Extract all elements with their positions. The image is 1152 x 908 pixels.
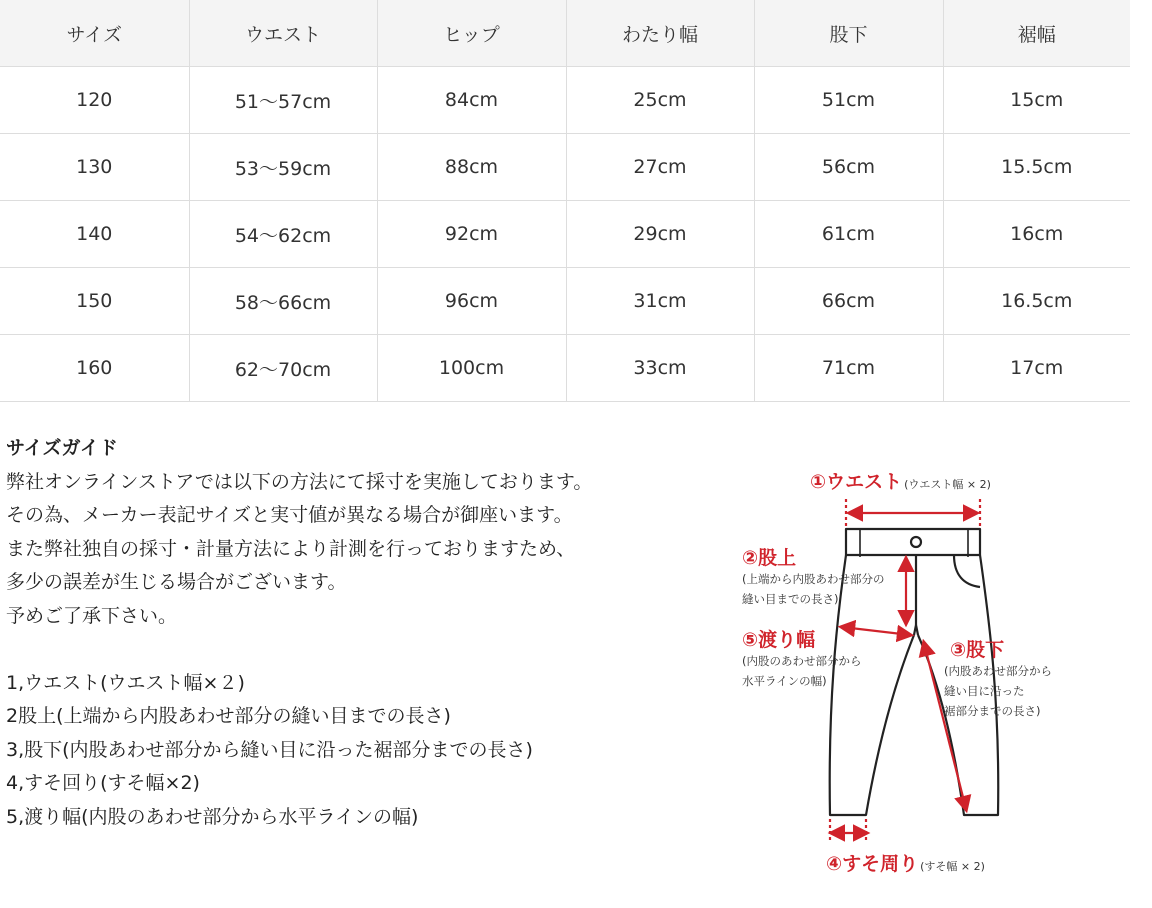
table-cell: 17cm bbox=[943, 335, 1130, 402]
table-row bbox=[0, 67, 1130, 134]
table-row bbox=[0, 268, 1130, 335]
measurement-item: 1,ウエスト(ウエスト幅×２) bbox=[6, 671, 245, 694]
table-cell: 100cm bbox=[377, 335, 566, 402]
guide-line: 多少の誤差が生じる場合がございます。 bbox=[6, 571, 347, 593]
waist-label: ①ウエスト (ウエスト幅 × 2) bbox=[810, 471, 991, 493]
size-table bbox=[0, 0, 1130, 402]
table-cell: 56cm bbox=[754, 134, 943, 201]
table-cell: 15.5cm bbox=[943, 134, 1130, 201]
size-guide bbox=[6, 432, 706, 834]
table-cell: 88cm bbox=[377, 134, 566, 201]
inseam-label: ③股下 bbox=[950, 639, 1005, 661]
table-cell: 51～57cm bbox=[189, 67, 377, 134]
table-cell: 140 bbox=[0, 201, 189, 268]
guide-line: 予めご了承下さい。 bbox=[6, 604, 178, 627]
table-cell: 160 bbox=[0, 335, 189, 402]
table-cell: 15cm bbox=[943, 67, 1130, 134]
table-cell: 120 bbox=[0, 67, 189, 134]
table-cell: 96cm bbox=[377, 268, 566, 335]
header-hem-width: 裾幅 bbox=[943, 0, 1130, 67]
measurement-item: 5,渡り幅(内股のあわせ部分から水平ラインの幅) bbox=[6, 805, 419, 828]
header-waist: ウエスト bbox=[189, 0, 377, 67]
header-size: サイズ bbox=[0, 0, 189, 67]
table-cell: 61cm bbox=[754, 201, 943, 268]
guide-line: 弊社オンラインストアでは以下の方法にて採寸を実施しております。 bbox=[6, 470, 593, 493]
inseam-note: (内股あわせ部分から 縫い目に沿った 裾部分までの長さ) bbox=[944, 664, 1052, 718]
table-cell: 92cm bbox=[377, 201, 566, 268]
size-guide-heading: サイズガイド bbox=[6, 437, 118, 459]
table-cell: 58～66cm bbox=[189, 268, 377, 335]
guide-line: また弊社独自の採寸・計量方法により計測を行っておりますため、 bbox=[6, 537, 576, 560]
table-cell: 25cm bbox=[566, 67, 754, 134]
rise-note: (上端から内股あわせ部分の 縫い目までの長さ) bbox=[742, 572, 885, 606]
thigh-note: (内股のあわせ部分から 水平ラインの幅) bbox=[742, 654, 862, 688]
table-cell: 71cm bbox=[754, 335, 943, 402]
pants-measurement-diagram bbox=[718, 455, 1138, 885]
measurement-item: 2股上(上端から内股あわせ部分の縫い目までの長さ) bbox=[6, 705, 451, 727]
table-cell: 16cm bbox=[943, 201, 1130, 268]
rise-label: ②股上 bbox=[742, 547, 797, 569]
table-cell: 150 bbox=[0, 268, 189, 335]
table-cell: 33cm bbox=[566, 335, 754, 402]
table-cell: 31cm bbox=[566, 268, 754, 335]
hem-label: ④すそ周り (すそ幅 × 2) bbox=[826, 853, 985, 875]
table-row bbox=[0, 134, 1130, 201]
table-cell: 84cm bbox=[377, 67, 566, 134]
guide-line: その為、メーカー表記サイズと実寸値が異なる場合が御座います。 bbox=[6, 504, 573, 526]
measurement-item: 4,すそ回り(すそ幅×2) bbox=[6, 772, 200, 794]
measurement-item: 3,股下(内股あわせ部分から縫い目に沿った裾部分までの長さ) bbox=[6, 738, 533, 761]
thigh-label: ⑤渡り幅 bbox=[742, 629, 816, 651]
table-cell: 51cm bbox=[754, 67, 943, 134]
table-cell: 54～62cm bbox=[189, 201, 377, 268]
table-cell: 66cm bbox=[754, 268, 943, 335]
table-cell: 16.5cm bbox=[943, 268, 1130, 335]
table-row bbox=[0, 335, 1130, 402]
table-cell: 53～59cm bbox=[189, 134, 377, 201]
table-cell: 62～70cm bbox=[189, 335, 377, 402]
table-row bbox=[0, 201, 1130, 268]
header-hip: ヒップ bbox=[377, 0, 566, 67]
table-cell: 130 bbox=[0, 134, 189, 201]
table-cell: 27cm bbox=[566, 134, 754, 201]
table-cell: 29cm bbox=[566, 201, 754, 268]
header-thigh-width: わたり幅 bbox=[566, 0, 754, 67]
header-inseam: 股下 bbox=[754, 0, 943, 67]
spacer bbox=[6, 633, 706, 667]
table-header-row bbox=[0, 0, 1130, 67]
